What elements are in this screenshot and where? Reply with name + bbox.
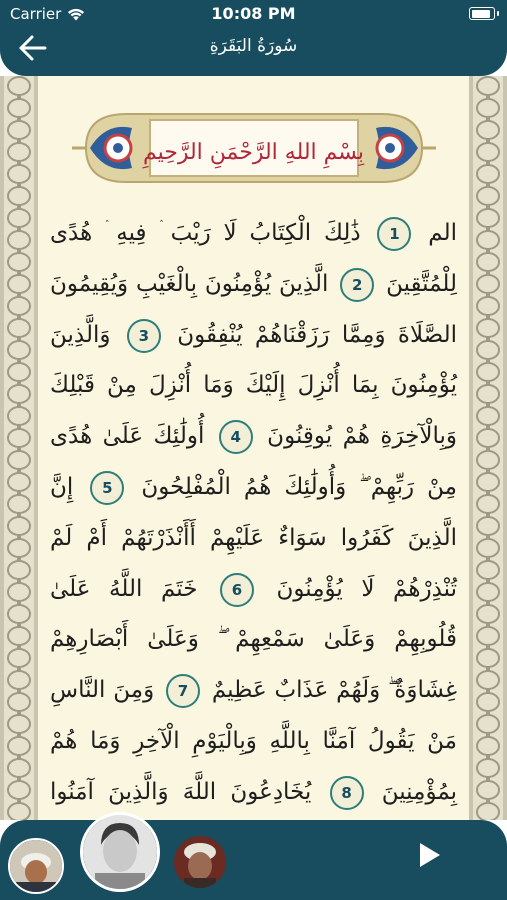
reciter-avatar-2-selected[interactable] [80,812,160,892]
ayah-number-marker: 6 [220,573,254,607]
battery-icon [469,7,495,20]
page-border-left [0,76,38,820]
verse-4[interactable]: وَالَّذِينَ يُؤْمِنُونَ بِمَا أُنْزِلَ إِلَيْكَ وَمَا أُنْزِلَ مِنْ قَبْلِكَ وَبِالْآخِرَةِ هُمْ يُوقِنُونَ 4 [50,322,457,450]
mushaf-page[interactable] [0,76,507,820]
verse-text [38,208,469,868]
audio-player-bar [0,820,507,900]
ayah-number-marker: 4 [219,420,253,454]
ayah-number-marker: 1 [377,217,411,251]
carrier-label: Carrier [10,5,62,23]
surah-title: سُورَةُ البَقَرَةِ [209,36,298,56]
verse-3[interactable]: الَّذِينَ يُؤْمِنُونَ بِالْغَيْبِ وَيُقِيمُونَ الصَّلَاةَ وَمِمَّا رَزَقْنَاهُمْ يُنْفِقُونَ 3 [50,271,457,348]
basmala: بِسْمِ اللهِ الرَّحْمَنِ الرَّحِيمِ [142,140,365,165]
verse-8[interactable]: وَمِنَ النَّاسِ مَنْ يَقُولُ آمَنَّا بِاللَّهِ وَبِالْيَوْمِ الْآخِرِ وَمَا هُمْ بِمُؤْمِنِينَ 8 [50,677,457,805]
verse-6[interactable]: إِنَّ الَّذِينَ كَفَرُوا سَوَاءٌ عَلَيْهِمْ أَأَنْذَرْتَهُمْ أَمْ لَمْ تُنْذِرْهُمْ لَا يُؤْمِنُونَ 6 [50,474,457,602]
verse-1[interactable]: الم 1 [373,220,457,246]
verse-7[interactable]: خَتَمَ اللَّهُ عَلَىٰ قُلُوبِهِمْ وَعَلَىٰ سَمْعِهِمْ ۖ وَعَلَىٰ أَبْصَارِهِمْ غِشَاوَةٌ ۖ وَلَهُمْ عَذَابٌ عَظِيمٌ 7 [50,576,457,704]
verse-5[interactable]: أُولَٰئِكَ عَلَىٰ هُدًى مِنْ رَبِّهِمْ ۖ وَأُولَٰئِكَ هُمُ الْمُفْلِحُونَ 5 [50,423,457,500]
status-bar [0,0,507,28]
page-border-right [469,76,507,820]
reciter-avatar-3[interactable] [174,836,226,888]
app-header [0,0,507,76]
verse-2[interactable]: ذَٰلِكَ الْكِتَابُ لَا رَيْبَ ۛ فِيهِ ۛ هُدًى لِلْمُتَّقِينَ 2 [50,220,457,297]
ayah-number-marker: 2 [340,268,374,302]
ayah-number-marker: 5 [90,471,124,505]
verse-9[interactable]: يُخَادِعُونَ اللَّهَ وَالَّذِينَ آمَنُوا [50,778,312,805]
ayah-number-marker: 3 [127,319,161,353]
status-time: 10:08 PM [211,4,296,23]
page-content [38,76,469,820]
ayah-number-marker: 8 [330,776,364,810]
ayah-number-marker: 7 [166,674,200,708]
reciter-avatar-1[interactable] [8,838,64,894]
play-icon[interactable] [414,840,444,870]
